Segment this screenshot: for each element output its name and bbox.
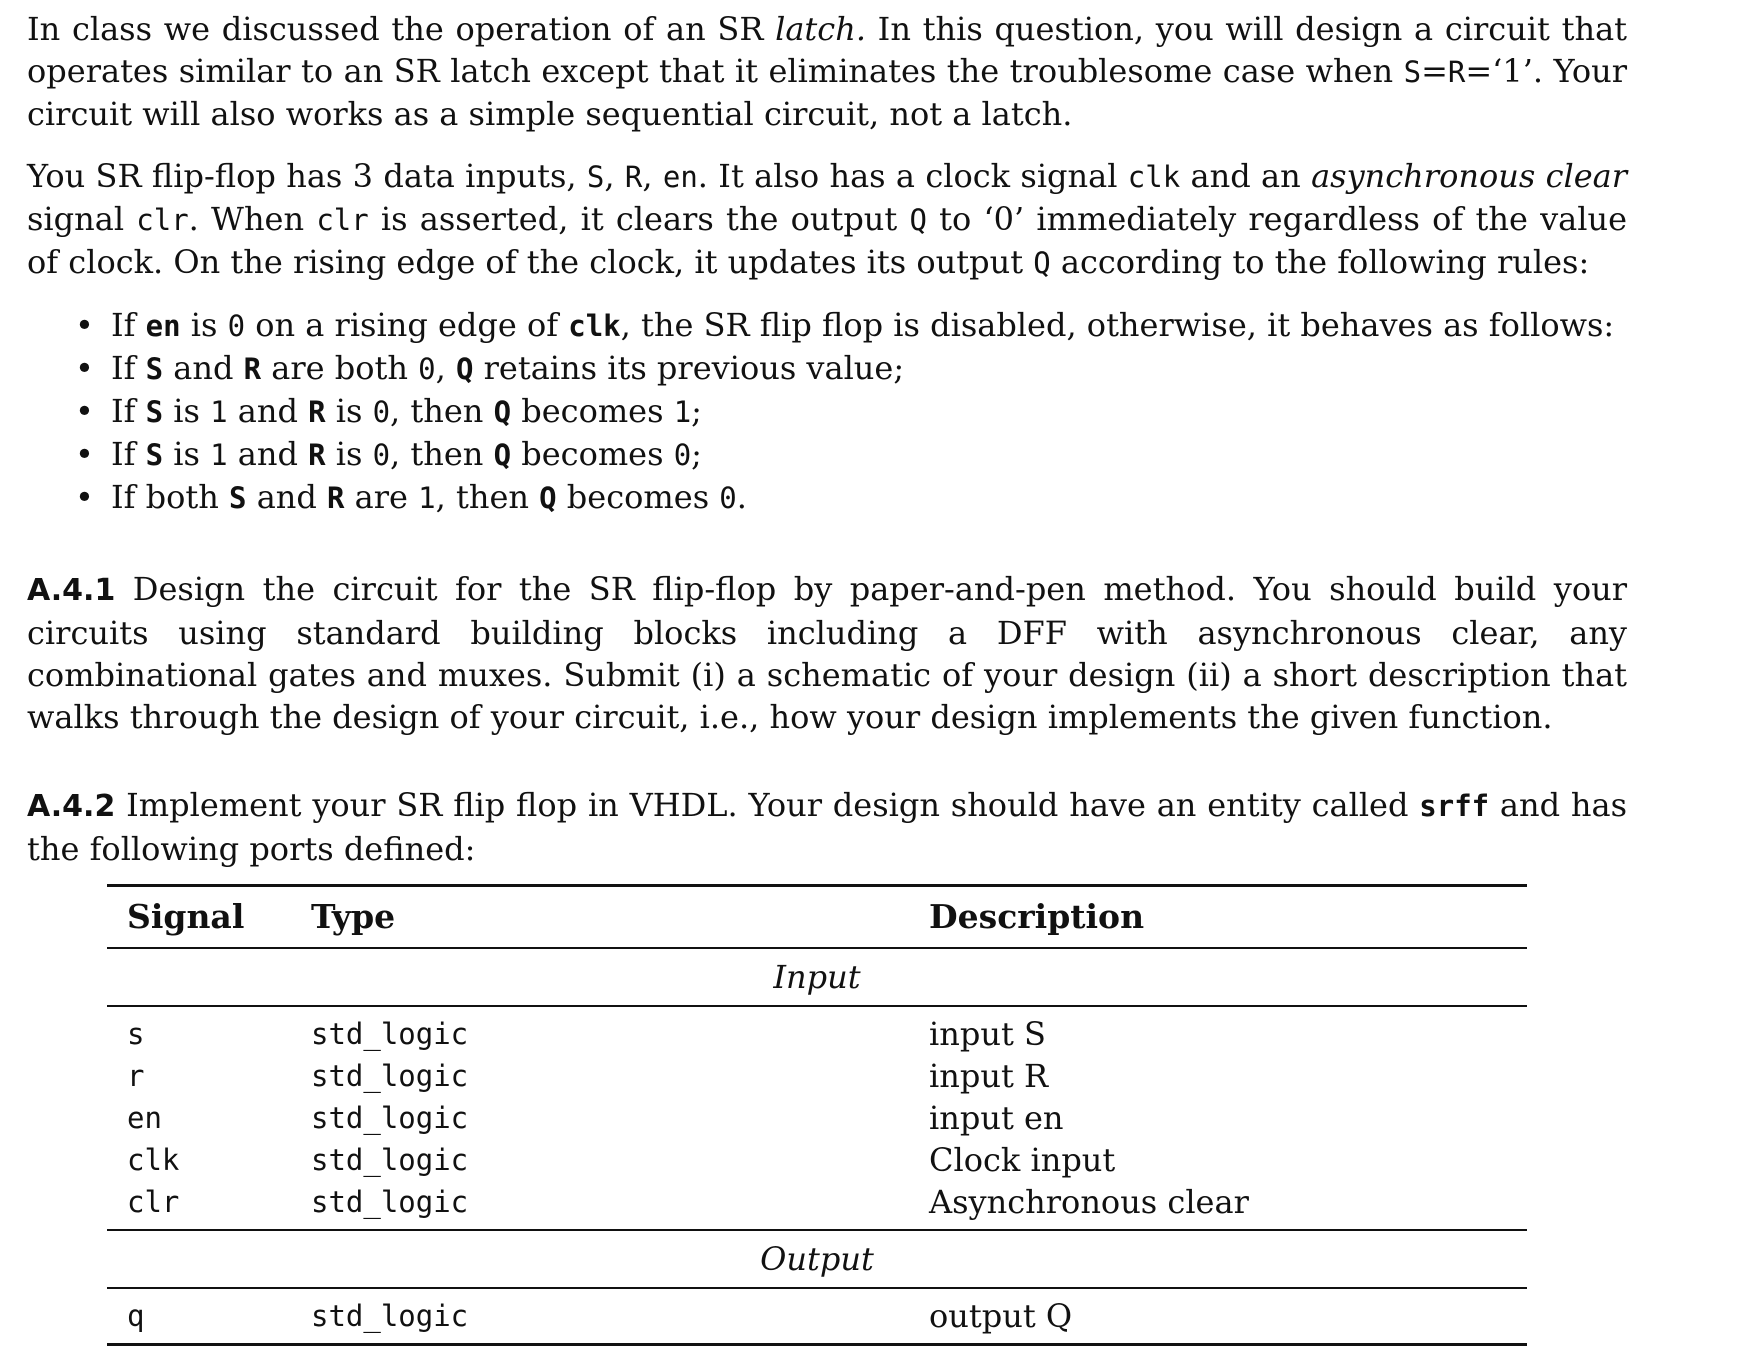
code-run: Q (455, 352, 474, 386)
rules-list (75, 304, 1627, 519)
cell-description: input en (929, 1099, 1064, 1137)
bullet-icon: • (75, 349, 94, 387)
code-run: Q (1033, 246, 1051, 280)
text-run: is (163, 435, 211, 473)
rule-item-3 (75, 390, 1627, 433)
header-signal: Signal (127, 897, 245, 936)
code-run: S (145, 395, 164, 429)
rule-item-5 (75, 476, 1627, 519)
cell-description: Clock input (929, 1141, 1116, 1179)
code-run: R (308, 395, 326, 429)
section-a42 (27, 784, 1627, 870)
table-row (107, 1181, 1527, 1223)
code-run: 1 (418, 481, 436, 515)
text-run: If (111, 392, 146, 430)
code-run: R (624, 160, 643, 194)
group-label-output: Output (760, 1240, 874, 1278)
code-run: Q (493, 395, 512, 429)
text-run: In this question, you will design a circuit that operates similar to an SR latch except that it eliminates the troublesome case when (27, 10, 1628, 90)
text-run: becomes (556, 478, 720, 516)
document-page (27, 8, 1628, 1335)
text-run: If (111, 306, 146, 344)
code-run: 0 (673, 438, 692, 472)
text-run: becomes (511, 435, 674, 473)
ports-table (107, 884, 1527, 1346)
cell-signal: s (127, 1017, 145, 1051)
text-run: is (163, 392, 211, 430)
table-row (107, 1013, 1527, 1055)
cell-type: std_logic (311, 1185, 469, 1219)
text-run: according to the following rules: (1050, 243, 1590, 281)
code-run: 0 (719, 481, 737, 515)
rule-item-2 (75, 347, 1627, 390)
code-run: clr (136, 203, 189, 237)
code-run: 1 (673, 395, 692, 429)
rule-item-1 (75, 304, 1627, 347)
cell-description: input R (929, 1057, 1049, 1095)
text-run: , then (390, 392, 494, 430)
code-run: 0 (372, 438, 391, 472)
output-rows (107, 1289, 1527, 1343)
text-run: and (227, 435, 309, 473)
table-bottom-rule (107, 1343, 1527, 1346)
table-row (107, 1097, 1527, 1139)
rule-item-4 (75, 433, 1627, 476)
text-run: , then (435, 478, 540, 516)
code-run: R (308, 438, 326, 472)
intro-paragraph-2 (27, 155, 1627, 284)
text-run: If (111, 435, 146, 473)
text-run: , (604, 157, 625, 195)
cell-type: std_logic (311, 1017, 469, 1051)
code-run: S (1403, 55, 1422, 89)
text-run: = (1421, 52, 1448, 90)
code-run: en (662, 160, 698, 194)
text-run: You SR flip-flop has 3 data inputs, (27, 157, 587, 195)
section-a41 (27, 568, 1627, 738)
entity-name: srff (1419, 789, 1490, 823)
text-run: and (163, 349, 244, 387)
cell-type: std_logic (311, 1143, 469, 1177)
text-run: . It also has a clock signal (697, 157, 1128, 195)
code-run: S (145, 352, 164, 386)
code-run: 0 (227, 309, 246, 343)
code-run: S (145, 438, 164, 472)
text-run: are (344, 478, 419, 516)
cell-description: input S (929, 1015, 1046, 1053)
code-run: Q (493, 438, 512, 472)
cell-signal: clk (127, 1143, 180, 1177)
section-text: and has the following ports defined: (27, 786, 1628, 868)
code-run: R (327, 481, 345, 515)
code-run: Q (539, 481, 557, 515)
text-run: ; (691, 392, 702, 430)
bullet-icon: • (75, 306, 94, 344)
cell-signal: q (127, 1299, 145, 1333)
text-run: In class we discussed the operation of an SR (27, 10, 776, 48)
cell-signal: en (127, 1101, 162, 1135)
text-run: and an (1180, 157, 1312, 195)
text-run: , the SR flip flop is disabled, otherwise, it behaves as follows: (620, 306, 1615, 344)
text-run: and (227, 392, 309, 430)
text-run: becomes (511, 392, 674, 430)
table-header-row (107, 887, 1527, 947)
table-row (107, 1055, 1527, 1097)
text-run: retains its previous value; (473, 349, 905, 387)
code-run: en (145, 309, 181, 343)
text-run: signal (27, 200, 137, 238)
cell-type: std_logic (311, 1101, 469, 1135)
section-number: A.4.1 (27, 573, 116, 608)
text-run: is (325, 435, 373, 473)
group-label-input: Input (773, 958, 861, 996)
cell-description: output Q (929, 1297, 1073, 1335)
intro-paragraph-1 (27, 8, 1627, 135)
bullet-icon: • (75, 435, 94, 473)
text-run: is asserted, it clears the output (368, 200, 910, 238)
code-run: 1 (210, 395, 228, 429)
code-run: R (243, 352, 262, 386)
text-run: , (642, 157, 663, 195)
text-run: =‘1’. Your circuit will also works as a simple sequential circuit, not a latch. (27, 52, 1628, 133)
text-run: ; (691, 435, 702, 473)
text-run: If (111, 349, 146, 387)
section-text: Design the circuit for the SR flip-flop by paper-and-pen method. You should build your circuits using standard building blocks including a DFF with asynchronous clear, any combinational gates and muxes. Submit (i) a schematic of your design (ii) a short description that walks through the design of your circuit, i.e., how your design implements the given function. (27, 570, 1627, 736)
header-type: Type (311, 897, 396, 936)
code-run: 0 (372, 395, 391, 429)
text-run: . When (188, 200, 317, 238)
cell-signal: clr (127, 1185, 180, 1219)
code-run: 1 (210, 438, 228, 472)
text-run: , then (390, 435, 494, 473)
input-rows (107, 1007, 1527, 1229)
cell-type: std_logic (311, 1059, 469, 1093)
code-run: clk (1127, 160, 1181, 194)
code-run: Q (909, 203, 927, 237)
table-row (107, 1295, 1527, 1337)
code-run: clr (316, 203, 369, 237)
text-run: If both (111, 478, 230, 516)
cell-signal: r (127, 1059, 145, 1093)
bullet-icon: • (75, 392, 94, 430)
cell-description: Asynchronous clear (929, 1183, 1249, 1221)
text-run: is (325, 392, 373, 430)
code-run: S (229, 481, 247, 515)
text-run: is (180, 306, 228, 344)
bullet-icon: • (75, 478, 94, 516)
text-run: are both (261, 349, 419, 387)
text-run: . (736, 478, 747, 516)
code-run: S (586, 160, 605, 194)
text-run: , (435, 349, 456, 387)
code-run: 0 (418, 352, 436, 386)
table-row (107, 1139, 1527, 1181)
header-description: Description (929, 897, 1145, 936)
section-text: Implement your SR flip flop in VHDL. Your design should have an entity called (115, 786, 1420, 824)
section-number: A.4.2 (27, 789, 116, 824)
code-run: R (1447, 55, 1466, 89)
text-run-italic: latch. (775, 10, 866, 48)
text-run-italic: asynchronous clear (1311, 157, 1628, 195)
code-run: clk (568, 309, 621, 343)
text-run: and (246, 478, 328, 516)
cell-type: std_logic (311, 1299, 469, 1333)
text-run: on a rising edge of (245, 306, 569, 344)
text-run: to ‘0’ immediately regardless of the value of clock. On the rising edge of the clock, it updates its output (27, 200, 1628, 281)
